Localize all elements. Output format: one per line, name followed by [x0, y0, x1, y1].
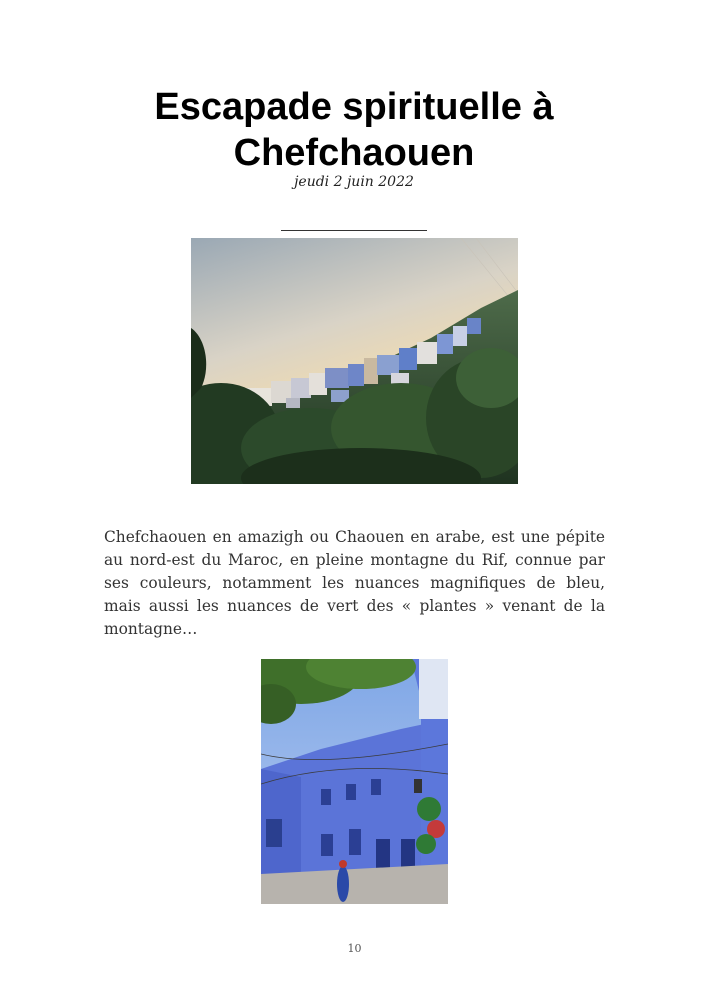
article-date: jeudi 2 juin 2022	[294, 174, 414, 190]
separator-line	[281, 221, 427, 233]
blue-street-photo	[261, 659, 448, 904]
article-paragraph: Chefchaouen en amazigh ou Chaouen en arabe, est une pépite au nord-est du Maroc, en pleine montagne du Rif, connue par ses couleurs, notamment les nuances magnifiques de bleu, mais aussi les nuances de vert des « plantes » venant de la montagne…	[104, 528, 605, 638]
page-number: 10	[347, 942, 362, 955]
page-title: Escapade spirituelle à Chefchaouen	[154, 86, 554, 174]
hillside-town-photo	[191, 238, 518, 484]
